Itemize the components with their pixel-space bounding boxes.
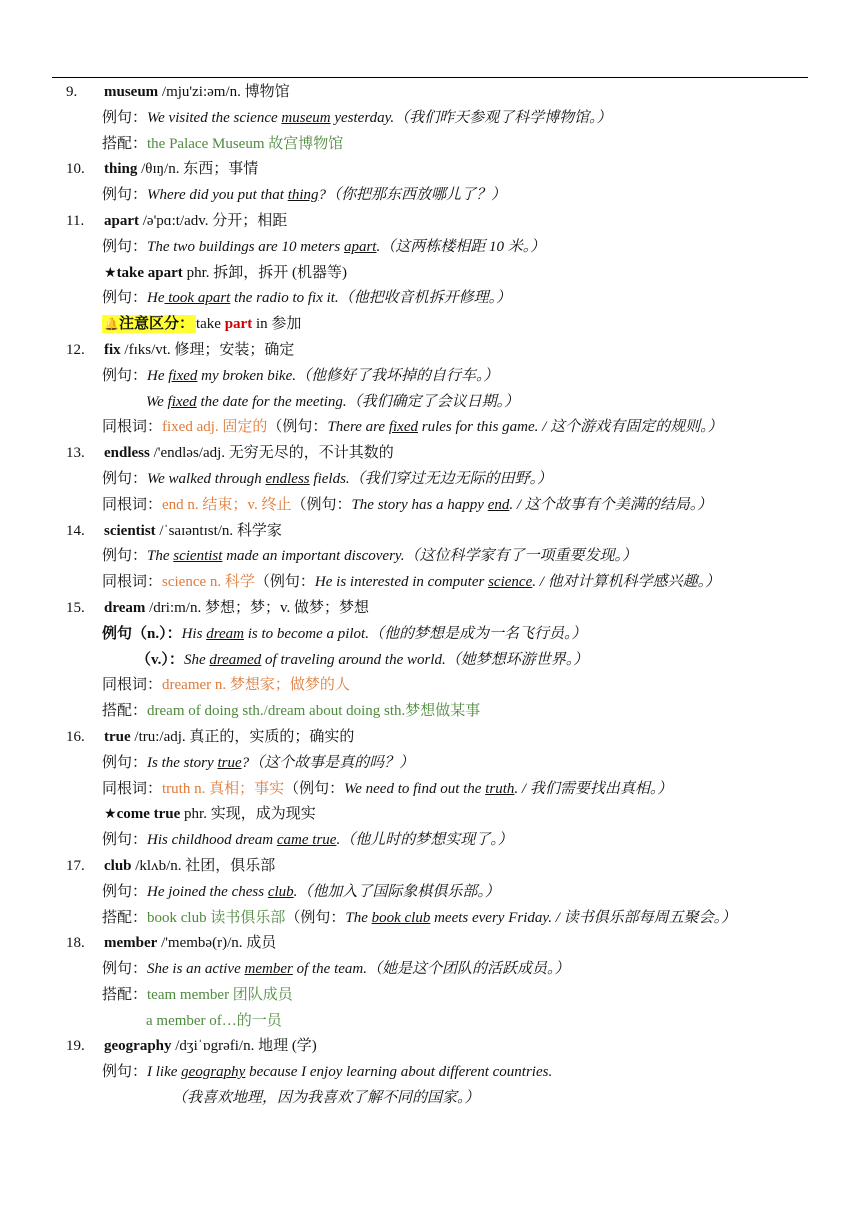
headword: scientist — [104, 522, 156, 539]
example-keyword: fixed — [388, 419, 418, 436]
example-keyword: dream — [206, 625, 244, 642]
example-text: fields.（我们穿过无边无际的田野。） — [309, 470, 553, 487]
example-text: my broken bike.（他修好了我坏掉的自行车。） — [197, 367, 499, 384]
headword: thing — [104, 161, 138, 178]
example-line — [0, 880, 860, 906]
example-label: 例句： — [102, 109, 148, 126]
example-label: 例句： — [102, 290, 148, 307]
example-keyword: truth — [485, 780, 515, 797]
related-label: 同根词： — [102, 419, 163, 436]
collocation-text: the Palace Museum 故宫博物馆 — [147, 135, 344, 152]
example-keyword: museum — [281, 109, 331, 126]
example-text: made an important discovery.（这位科学家有了一项重要发现。） — [222, 548, 637, 565]
headword: member — [104, 935, 158, 952]
vocabulary-list — [0, 80, 860, 1112]
note-text: in 参加 — [252, 316, 302, 333]
example-text: . / 我们需要找出真相。） — [514, 780, 673, 797]
example-label: （v.）： — [136, 651, 184, 668]
example-label: 例句： — [102, 470, 148, 487]
example-text: She — [183, 651, 210, 668]
example-text: The two buildings are 10 meters — [147, 238, 344, 255]
related-word: fixed adj. 固定的 — [162, 419, 268, 436]
related-word: end n. 结束；v. 终止 — [162, 496, 292, 513]
phrase: come true — [116, 806, 181, 823]
example-text: of the team.（她是这个团队的活跃成员。） — [292, 961, 570, 978]
collocation-label: 搭配： — [102, 986, 148, 1003]
headword: museum — [104, 84, 159, 100]
example-line — [0, 828, 860, 854]
example-label: 例句： — [102, 754, 148, 771]
headword: dream — [104, 599, 146, 616]
example-keyword: thing — [287, 187, 319, 204]
example-line — [0, 622, 860, 648]
example-keyword: book club — [371, 909, 431, 926]
example-text: We need to find out the — [344, 780, 486, 797]
collocation-text: a member of…的一员 — [146, 1012, 282, 1029]
example-keyword: end — [487, 496, 510, 513]
example-keyword: dreamed — [209, 651, 262, 668]
entry-headword-line — [0, 854, 860, 880]
example-label: 例句： — [102, 548, 148, 565]
related-word: truth n. 真相；事实 — [162, 780, 285, 797]
example-text: yesterday.（我们昨天参观了科学博物馆。） — [330, 109, 612, 126]
entry-headword-line — [0, 80, 860, 106]
entry-headword-line — [0, 1034, 860, 1060]
top-divider — [52, 77, 808, 78]
note-highlight — [102, 315, 196, 333]
example-label: 例句： — [102, 832, 148, 849]
example-text: ?（你把那东西放哪儿了？） — [318, 187, 507, 204]
entry-headword-line — [0, 725, 860, 751]
bell-icon: 🔔 — [104, 317, 119, 332]
related-example-label: （例句： — [284, 780, 345, 797]
example-text: He joined the chess — [147, 883, 268, 900]
collocation-label: 搭配： — [102, 909, 148, 926]
headword: club — [104, 857, 132, 874]
example-keyword: member — [244, 961, 293, 978]
phrase-line — [0, 802, 860, 828]
example-label: 例句： — [102, 187, 148, 204]
star-icon: ★ — [104, 265, 117, 281]
example-line — [0, 286, 860, 312]
definition: /fɪks/vt. 修理；安装；确定 — [120, 341, 295, 358]
entry-headword-line — [0, 931, 860, 957]
example-text: .（他加入了国际象棋俱乐部。） — [293, 883, 500, 900]
phrase-definition: phr. 实现，成为现实 — [180, 806, 316, 823]
example-keyword: true — [217, 754, 242, 771]
example-text: The story has a happy — [351, 496, 488, 513]
definition: /'endləs/adj. 无穷无尽的，不计其数的 — [149, 445, 394, 462]
definition: /ə'pɑ:t/adv. 分开；相距 — [139, 212, 288, 229]
related-label: 同根词： — [102, 496, 163, 513]
headword: fix — [104, 341, 121, 358]
example-line — [0, 364, 860, 390]
related-example-label: （例句： — [254, 574, 315, 591]
example-line — [0, 544, 860, 570]
example-keyword: fixed — [167, 393, 197, 410]
example-keyword: geography — [181, 1064, 246, 1081]
example-text: He is interested in computer — [314, 574, 489, 591]
example-keyword: took apart — [164, 290, 231, 307]
example-text: She is an active — [147, 961, 245, 978]
example-text: . / 这个故事有个美满的结局。） — [509, 496, 713, 513]
example-text: He — [147, 290, 165, 307]
example-text: I like — [147, 1064, 182, 1081]
example-line — [0, 648, 860, 674]
example-label: 例句： — [102, 883, 148, 900]
headword: apart — [104, 212, 139, 229]
entry-number: 10. — [66, 161, 85, 178]
entry-headword-line — [0, 157, 860, 183]
entry-number: 12. — [66, 341, 85, 358]
related-example-label: （例句： — [267, 419, 328, 436]
example-label: 例句： — [102, 1064, 148, 1081]
example-label: 例句： — [102, 961, 148, 978]
entry-number: 17. — [66, 857, 85, 874]
example-label: 例句： — [102, 367, 148, 384]
example-keyword: scientist — [173, 548, 223, 565]
example-text: The — [345, 909, 372, 926]
phrase-definition: phr. 拆卸，拆开 (机器等) — [182, 264, 347, 281]
related-word-line — [0, 777, 860, 803]
example-line — [0, 235, 860, 261]
entry-headword-line — [0, 519, 860, 545]
example-keyword: endless — [265, 470, 310, 487]
definition: /mju'zi:əm/n. 博物馆 — [158, 84, 290, 100]
example-keyword: club — [267, 883, 294, 900]
example-label: 例句（n.）： — [102, 625, 182, 642]
example-keyword: fixed — [168, 367, 198, 384]
entry-headword-line — [0, 596, 860, 622]
headword: true — [104, 728, 131, 745]
definition: /tru:/adj. 真正的，实质的；确实的 — [130, 728, 355, 745]
collocation-label: 搭配： — [102, 135, 148, 152]
related-example-label: （例句： — [291, 496, 352, 513]
example-text: We — [146, 393, 168, 410]
example-translation: （我喜欢地理，因为我喜欢了解不同的国家。） — [172, 1090, 480, 1107]
example-text: . / 他对计算机科学感兴趣。） — [532, 574, 721, 591]
related-label: 同根词： — [102, 677, 163, 694]
definition: /'membə(r)/n. 成员 — [157, 935, 277, 952]
collocation-line — [0, 906, 860, 932]
entry-number: 18. — [66, 935, 85, 952]
note-keyword: part — [224, 316, 253, 333]
phrase: take apart — [116, 264, 183, 281]
example-line — [0, 106, 860, 132]
definition: /θɪŋ/n. 东西；事情 — [137, 161, 259, 178]
star-icon: ★ — [104, 807, 117, 823]
example-text: We walked through — [147, 470, 266, 487]
example-label: 例句： — [102, 238, 148, 255]
definition: /klʌb/n. 社团，俱乐部 — [131, 857, 276, 874]
collocation-text: dream of doing sth./dream about doing sth.梦想做某事 — [147, 703, 481, 720]
example-text: because I enjoy learning about different countries. — [245, 1064, 553, 1081]
example-text: .（这两栋楼相距 10 米。） — [376, 238, 546, 255]
entry-number: 14. — [66, 522, 85, 539]
example-text: There are — [327, 419, 389, 436]
example-line — [0, 183, 860, 209]
entry-number: 11. — [66, 212, 85, 229]
example-text: Where did you put that — [147, 187, 288, 204]
headword: endless — [104, 445, 150, 462]
note-label: 注意区分： — [118, 316, 194, 333]
collocation-line — [0, 983, 860, 1009]
example-text: ?（这个故事是真的吗？） — [241, 754, 415, 771]
example-line — [0, 1060, 860, 1086]
entry-headword-line — [0, 209, 860, 235]
phrase-line — [0, 261, 860, 287]
example-keyword: apart — [343, 238, 377, 255]
example-line — [0, 467, 860, 493]
related-word-line — [0, 493, 860, 519]
collocation-text: team member 团队成员 — [147, 986, 293, 1003]
related-word: dreamer n. 梦想家；做梦的人 — [162, 677, 350, 694]
example-translation-line — [0, 1086, 860, 1112]
note-line — [0, 312, 860, 338]
related-word: science n. 科学 — [162, 574, 255, 591]
example-keyword: science — [488, 574, 533, 591]
example-line — [0, 751, 860, 777]
example-text: He — [147, 367, 169, 384]
example-line — [0, 390, 860, 416]
definition: /ˈsaɪəntɪst/n. 科学家 — [155, 522, 282, 539]
entry-number: 13. — [66, 445, 85, 462]
headword: geography — [104, 1038, 172, 1055]
related-word-line — [0, 415, 860, 441]
entry-headword-line — [0, 338, 860, 364]
entry-number: 19. — [66, 1038, 85, 1055]
example-line — [0, 957, 860, 983]
example-text: His — [181, 625, 207, 642]
related-word-line — [0, 570, 860, 596]
example-text: meets every Friday. / 读书俱乐部每周五聚会。） — [430, 909, 737, 926]
definition: /dʒiˈɒgrəfi/n. 地理 (学) — [171, 1038, 317, 1055]
example-text: is to become a pilot.（他的梦想是成为一名飞行员。） — [243, 625, 587, 642]
collocation-line — [0, 699, 860, 725]
entry-number: 9. — [66, 84, 78, 100]
example-text: the date for the meeting.（我们确定了会议日期。） — [196, 393, 520, 410]
example-text: The — [147, 548, 174, 565]
entry-number: 15. — [66, 599, 85, 616]
definition: /dri:m/n. 梦想；梦；v. 做梦；梦想 — [145, 599, 370, 616]
related-label: 同根词： — [102, 780, 163, 797]
example-text: We visited the science — [147, 109, 282, 126]
collocation-example-label: （例句： — [285, 909, 346, 926]
example-text: .（他儿时的梦想实现了。） — [336, 832, 513, 849]
example-text: of traveling around the world.（她梦想环游世界。） — [261, 651, 589, 668]
collocation-label: 搭配： — [102, 703, 148, 720]
collocation-text: book club 读书俱乐部 — [147, 909, 286, 926]
collocation-line — [0, 1009, 860, 1035]
example-text: rules for this game. / 这个游戏有固定的规则。） — [417, 419, 723, 436]
entry-headword-line — [0, 441, 860, 467]
example-text: the radio to fix it.（他把收音机拆开修理。） — [230, 290, 512, 307]
note-text: take — [195, 316, 225, 333]
example-text: His childhood dream — [147, 832, 277, 849]
related-label: 同根词： — [102, 574, 163, 591]
entry-number: 16. — [66, 728, 85, 745]
example-text: Is the story — [147, 754, 218, 771]
example-keyword: came true — [276, 832, 337, 849]
collocation-line — [0, 132, 860, 158]
related-word-line — [0, 673, 860, 699]
